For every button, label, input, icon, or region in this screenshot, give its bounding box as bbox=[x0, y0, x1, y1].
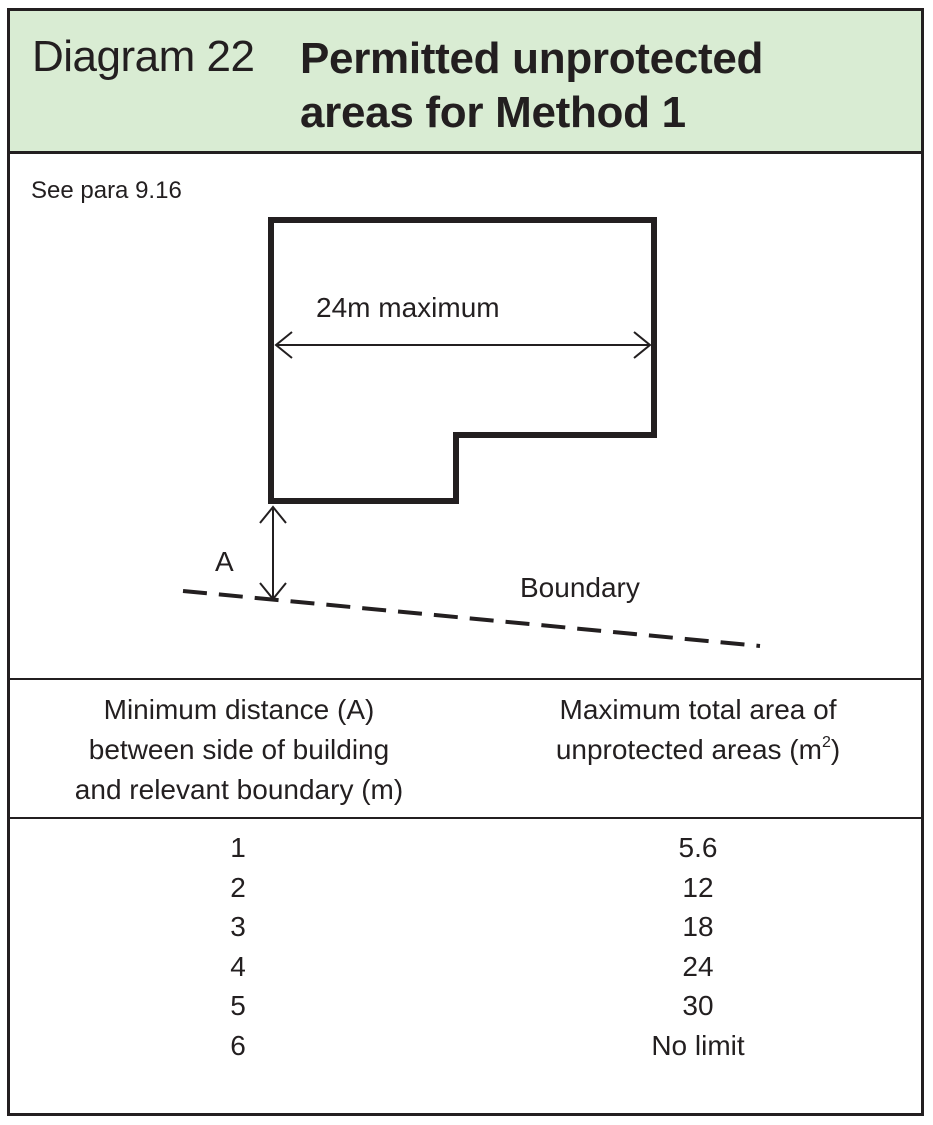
area-value: No limit bbox=[651, 1029, 745, 1061]
diagram-title bbox=[300, 32, 763, 140]
diagram-header bbox=[10, 11, 921, 154]
area-value: 24 bbox=[682, 950, 714, 982]
col-area-header-line bbox=[488, 730, 908, 770]
area-value: 5.6 bbox=[678, 832, 718, 863]
boundary-label: Boundary bbox=[520, 572, 640, 603]
title-line-1: Permitted unprotected bbox=[300, 34, 764, 83]
building-plan-drawing bbox=[10, 154, 921, 679]
col-distance-header-line: between side of building bbox=[88, 734, 390, 765]
col-area-header-superscript: 2 bbox=[821, 734, 831, 751]
para-reference: See para 9.16 bbox=[31, 177, 182, 204]
area-value: 30 bbox=[682, 990, 714, 1022]
area-value: 12 bbox=[682, 871, 714, 903]
col-distance-header bbox=[30, 690, 448, 810]
table-top-divider bbox=[10, 678, 921, 680]
distance-value: 2 bbox=[230, 871, 246, 903]
distance-a-label: A bbox=[215, 546, 234, 577]
col-area-header-close: ) bbox=[830, 734, 841, 765]
distance-value: 6 bbox=[230, 1029, 246, 1061]
distance-value: 1 bbox=[230, 832, 246, 863]
distance-value: 4 bbox=[230, 950, 246, 982]
diagram-number: Diagram 22 bbox=[32, 32, 255, 81]
distance-value: 3 bbox=[230, 911, 246, 943]
col-area-header-line: Maximum total area of bbox=[559, 694, 837, 725]
col-distance-header-line: and relevant boundary (m) bbox=[74, 774, 404, 805]
building-outline bbox=[271, 220, 654, 501]
diagram-frame bbox=[7, 8, 924, 1116]
area-value: 18 bbox=[682, 911, 714, 943]
col-distance-header-line: Minimum distance (A) bbox=[103, 694, 375, 725]
distance-values bbox=[188, 828, 288, 1066]
table-header-divider bbox=[10, 817, 921, 819]
distance-value: 5 bbox=[230, 990, 246, 1022]
col-area-header-text: unprotected areas (m bbox=[555, 734, 822, 765]
area-values bbox=[598, 828, 798, 1066]
title-line-2: areas for Method 1 bbox=[300, 88, 686, 137]
boundary-line bbox=[183, 591, 760, 646]
col-area-header bbox=[488, 690, 908, 770]
width-label: 24m maximum bbox=[316, 292, 500, 323]
